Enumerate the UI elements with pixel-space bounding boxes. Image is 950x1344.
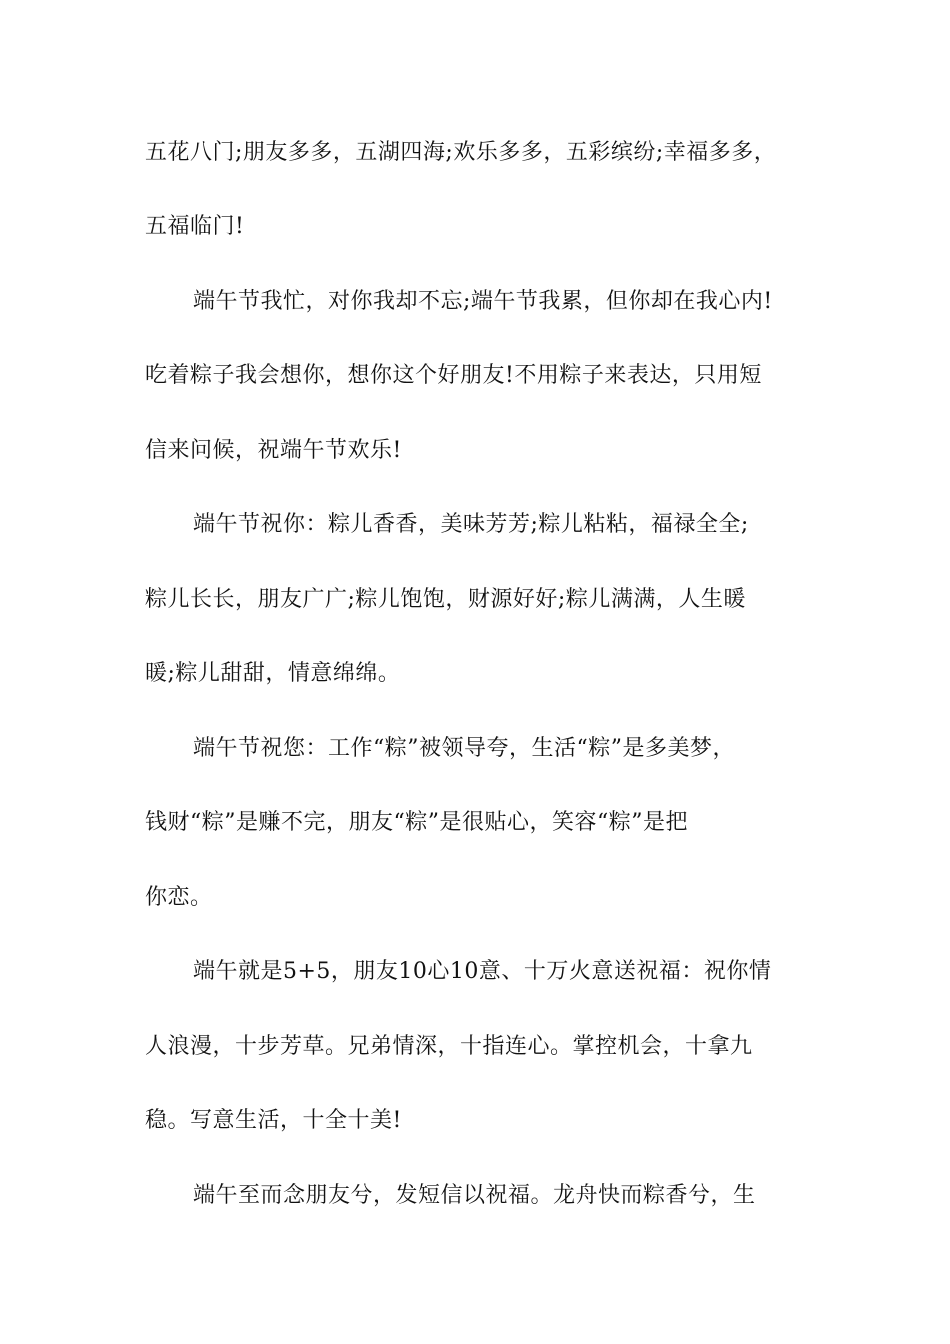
text-line: 你恋。: [145, 885, 213, 910]
paragraph-first-line: 端午节祝您：工作“粽”被领导夸，生活“粽”是多美梦，: [193, 736, 735, 761]
text-line: 人浪漫，十步芳草。兄弟情深，十指连心。掌控机会，十拿九: [145, 1034, 753, 1059]
text-line: 钱财“粽”是赚不完，朋友“粽”是很贴心，笑容“粽”是把: [145, 810, 688, 835]
text-line: 信来问候，祝端午节欢乐!: [145, 438, 402, 463]
paragraph-first-line: 端午就是5+5，朋友10心10意、十万火意送祝福：祝你情: [193, 959, 772, 984]
text-line: 吃着粽子我会想你，想你这个好朋友!不用粽子来表达，只用短: [145, 363, 762, 388]
text-line: 五花八门;朋友多多，五湖四海;欢乐多多，五彩缤纷;幸福多多，: [145, 140, 777, 165]
paragraph-first-line: 端午节祝你：粽儿香香，美味芳芳;粽儿粘粘，福禄全全;: [193, 512, 749, 537]
text-line: 五福临门!: [145, 214, 245, 239]
paragraph-first-line: 端午至而念朋友兮，发短信以祝福。龙舟快而粽香兮，生: [193, 1183, 756, 1208]
text-line: 粽儿长长，朋友广广;粽儿饱饱，财源好好;粽儿满满，人生暖: [145, 587, 746, 612]
paragraph-first-line: 端午节我忙，对你我却不忘;端午节我累，但你却在我心内!: [193, 289, 773, 314]
text-line: 暖;粽儿甜甜，情意绵绵。: [145, 661, 401, 686]
text-line: 稳。写意生活，十全十美!: [145, 1108, 402, 1133]
